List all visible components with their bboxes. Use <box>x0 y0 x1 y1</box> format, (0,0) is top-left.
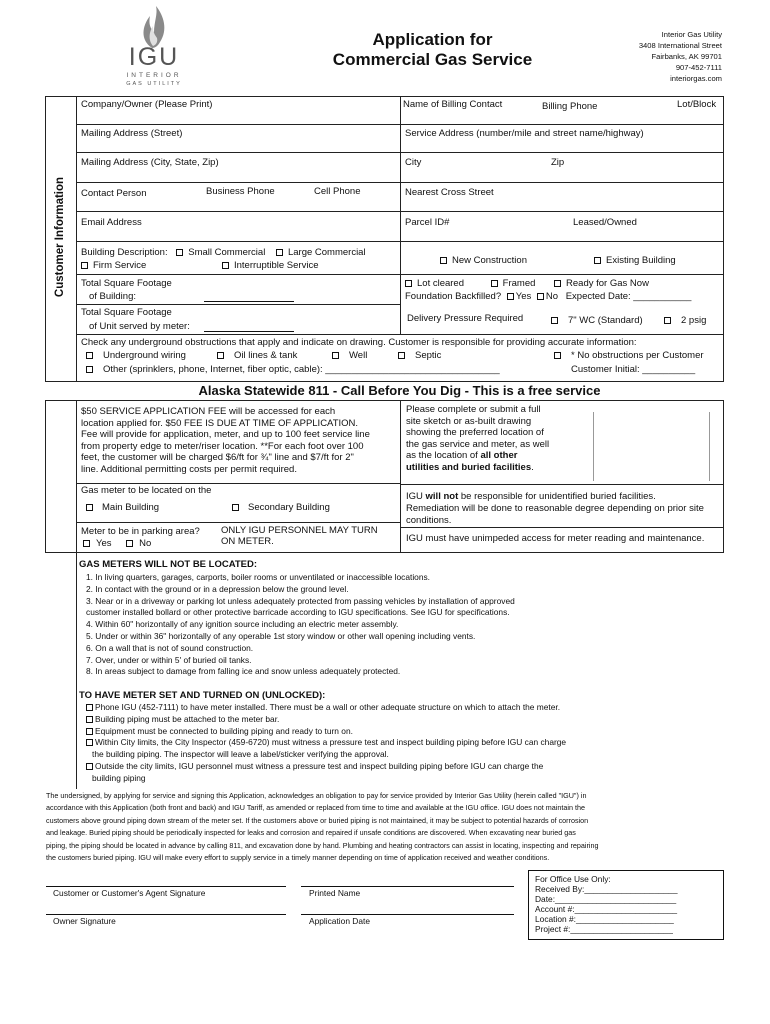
legal-line: accordance with this Application (both front and back) and IGU Tariff, as amended or replaced from time to time and available at the IGU office. IGU does not maintain the <box>46 803 585 813</box>
logo-subtext-2: GAS UTILITY <box>126 81 182 87</box>
title-line-1: Application for <box>372 30 493 49</box>
existing-building-label: Existing Building <box>606 255 676 266</box>
total-sq-unit-label-2: of Unit served by meter: <box>89 321 190 332</box>
framed-label: Framed <box>502 278 536 289</box>
customer-initial-field[interactable]: Customer Initial: __________ <box>571 364 696 375</box>
site-status-row <box>405 278 649 289</box>
legal-line: piping, the piping should be located in advance by calling 811, and excavation done by hand. Plumbing and heating contractors can assist in locating, inspecting and repairing <box>46 840 599 850</box>
foundation-no-checkbox[interactable] <box>537 293 544 300</box>
company-owner-field[interactable]: Company/Owner (Please Print) <box>81 99 213 110</box>
sketch-bold-1: all other <box>480 450 518 461</box>
customer-signature-line[interactable] <box>46 886 286 887</box>
wc-standard-label: 7" WC (Standard) <box>568 315 643 326</box>
secondary-building-checkbox[interactable] <box>232 504 239 511</box>
step-checkbox[interactable] <box>86 704 93 711</box>
parking-answers <box>83 538 151 549</box>
lot-cleared-label: Lot cleared <box>417 278 465 289</box>
zip-field[interactable]: Zip <box>551 157 565 168</box>
title-line-2: Commercial Gas Service <box>332 50 533 69</box>
billing-contact-field[interactable]: Name of Billing Contact <box>403 99 503 110</box>
firm-service-label: Firm Service <box>93 260 147 271</box>
turn-on-item: building piping <box>92 772 146 783</box>
expected-date-field[interactable]: Expected Date: ___________ <box>565 291 692 302</box>
cell-phone-field[interactable]: Cell Phone <box>314 186 361 197</box>
secondary-building-option <box>232 502 330 513</box>
turn-on-item: the building piping. The inspector will leave a label/sticker verifying the approval. <box>92 749 389 760</box>
office-received[interactable]: Received By:____________________ <box>535 884 678 894</box>
small-commercial-label: Small Commercial <box>188 247 266 258</box>
liability-note <box>406 491 656 502</box>
large-commercial-label: Large Commercial <box>287 247 366 258</box>
email-field[interactable]: Email Address <box>81 217 142 228</box>
main-building-label: Main Building <box>102 502 160 513</box>
parking-no-label: No <box>139 538 152 549</box>
turn-on-item: Within City limits, the City Inspector (459-6720) must witness a pressure test and inspect building piping before IGU can charge <box>95 737 567 748</box>
step-checkbox[interactable] <box>86 728 93 735</box>
wc-standard-checkbox[interactable] <box>551 317 558 324</box>
sketch-line: showing the preferred location of <box>406 427 544 438</box>
interruptible-row <box>222 260 318 271</box>
not-located-item: customer installed bollard or other protective barricade according to IGU specifications. See IGU for specifications. <box>86 607 510 618</box>
access-note: IGU must have unimpeded access for meter reading and maintenance. <box>406 533 705 544</box>
office-use-box <box>528 870 724 940</box>
liability-text-a: IGU <box>406 491 426 502</box>
igu-logo <box>118 4 190 90</box>
sketch-drawing-area[interactable] <box>593 412 710 481</box>
other-obstruction-checkbox[interactable] <box>86 366 93 373</box>
fee-line: line. Additional permitting costs per permit required. <box>81 463 297 475</box>
interruptible-service-label: Interruptible Service <box>234 260 319 271</box>
not-located-list <box>86 572 515 678</box>
printed-name-line[interactable] <box>301 886 514 887</box>
wc-option <box>551 315 643 326</box>
city-field[interactable]: City <box>405 157 422 168</box>
liability-bold: will not <box>425 491 459 502</box>
obstruction-septic <box>398 350 441 361</box>
call-811-banner: Alaska Statewide 811 - Call Before You Dig - This is a free service <box>198 383 601 398</box>
total-sq-building-input[interactable] <box>204 301 294 302</box>
turn-on-list <box>86 702 566 785</box>
delivery-pressure-label: Delivery Pressure Required <box>407 313 524 324</box>
lot-cleared-checkbox[interactable] <box>405 280 412 287</box>
underground-wiring-label: Underground wiring <box>103 350 186 361</box>
parking-yes-checkbox[interactable] <box>83 540 90 547</box>
office-date[interactable]: Date:__________________________ <box>535 894 677 904</box>
psig-option <box>664 315 706 326</box>
office-account[interactable]: Account #:______________________ <box>535 904 678 914</box>
sketch-bold-2: utilities and buried facilities <box>406 461 532 473</box>
service-address-field[interactable]: Service Address (number/mile and street name/highway) <box>405 128 644 139</box>
remediation-line-1: Remediation will be done to reasonable degree depending on prior site <box>406 503 704 514</box>
obstruction-none <box>554 350 704 361</box>
service-type-row <box>81 260 146 271</box>
legal-line: The undersigned, by applying for service and signing this Application, acknowledges an obligation to pay for service provided by Interior Gas Utility (herein called "IGU") in <box>46 791 587 800</box>
sketch-bold-2-tail: . <box>531 461 534 473</box>
legal-line: the customers buried piping. IGU will make every effort to supply service in a timely manner depending on time of application received and weather conditions. <box>46 853 550 863</box>
turn-on-item: Phone IGU (452-7111) to have meter installed. There must be a wall or other adequate structure on which to attach the meter. <box>95 702 561 712</box>
mailing-city-field[interactable]: Mailing Address (City, State, Zip) <box>81 157 219 168</box>
existing-building-row <box>594 255 676 266</box>
no-obstructions-label: * No obstructions per Customer <box>571 350 704 361</box>
not-located-item: 3. Near or in a driveway or parking lot unless adequately protected from passing vehicles by installation of approved <box>86 595 515 606</box>
foundation-no-label: No <box>545 291 559 302</box>
total-sq-unit-label-1: Total Square Footage <box>81 307 172 318</box>
septic-label: Septic <box>415 350 442 361</box>
fee-text <box>81 406 370 475</box>
sketch-instructions <box>406 404 549 473</box>
obstructions-intro: Check any underground obstructions that apply and indicate on drawing. Customer is responsible for providing accurate information: <box>81 337 637 348</box>
leased-owned-field[interactable]: Leased/Owned <box>573 217 637 228</box>
turn-on-item: Equipment must be connected to building piping and ready to turn on. <box>95 725 353 736</box>
sketch-line: the gas service and meter, as well <box>406 438 550 450</box>
billing-phone-field[interactable]: Billing Phone <box>542 101 598 112</box>
total-sq-building-label-2: of Building: <box>89 291 137 302</box>
new-construction-row <box>440 255 527 266</box>
parcel-id-field[interactable]: Parcel ID# <box>405 217 450 228</box>
parking-question: Meter to be in parking area? <box>81 526 200 537</box>
building-description-label: Building Description: <box>81 247 168 258</box>
existing-building-checkbox[interactable] <box>594 257 601 264</box>
no-obstructions-checkbox[interactable] <box>554 352 561 359</box>
fee-line: feet, the customer will be charged $6/ft for ¾" line and $7/ft for 2" <box>81 452 354 463</box>
sketch-line: Please complete or submit a full <box>406 404 541 415</box>
personnel-note-line-2: ON METER. <box>221 536 274 547</box>
not-located-heading: GAS METERS WILL NOT BE LOCATED: <box>79 559 258 570</box>
total-sq-unit-input[interactable] <box>204 331 294 332</box>
two-psig-label: 2 psig <box>681 315 707 326</box>
contact-person-field[interactable]: Contact Person <box>81 188 147 199</box>
owner-signature-label: Owner Signature <box>53 916 116 926</box>
well-checkbox[interactable] <box>332 352 339 359</box>
org-web: interiorgas.com <box>670 74 722 83</box>
large-commercial-checkbox[interactable] <box>276 249 283 256</box>
personnel-note-line-1: ONLY IGU PERSONNEL MAY TURN <box>221 525 378 536</box>
owner-signature-line[interactable] <box>46 914 286 915</box>
legal-line: and leakage. Buried piping should be periodically inspected for leaks and corrosion and repaired if unsafe conditions are discovered. When excavating near buried gas <box>46 828 576 838</box>
new-construction-label: New Construction <box>452 255 527 266</box>
two-psig-checkbox[interactable] <box>664 317 671 324</box>
org-phone: 907-452-7111 <box>675 63 722 72</box>
application-date-line[interactable] <box>301 914 514 915</box>
personnel-note <box>221 525 378 547</box>
not-located-item: 2. In contact with the ground or in a depression below the ground level. <box>86 583 349 594</box>
underground-wiring-checkbox[interactable] <box>86 352 93 359</box>
liability-text-b: be responsible for unidentified buried facilities. <box>458 491 656 502</box>
application-date-label: Application Date <box>309 916 370 926</box>
turn-on-heading: TO HAVE METER SET AND TURNED ON (UNLOCKED): <box>79 690 326 701</box>
fee-line: $50 SERVICE APPLICATION FEE will be accessed for each <box>81 406 336 417</box>
legal-line: customers above ground piping down stream of the meter set. If the customers above or buried piping is not maintained, it may be subject to potential hazards of corrosion <box>46 815 589 825</box>
step-checkbox[interactable] <box>86 763 93 770</box>
fee-line: from property edge to meter/riser location. **For each foot over 100 <box>81 440 364 452</box>
main-building-option <box>86 502 159 513</box>
other-obstruction-field[interactable]: Other (sprinklers, phone, Internet, fiber optic, cable): _________________________________ <box>103 364 500 375</box>
not-located-item: 6. On a wall that is not of sound construction. <box>86 642 254 653</box>
foundation-backfilled-label: Foundation Backfilled? <box>405 291 502 302</box>
obstruction-well <box>332 350 367 361</box>
total-sq-building-label-1: Total Square Footage <box>81 278 172 289</box>
septic-checkbox[interactable] <box>398 352 405 359</box>
ready-for-gas-label: Ready for Gas Now <box>566 278 649 289</box>
mailing-street-field[interactable]: Mailing Address (Street) <box>81 128 183 139</box>
logo-subtext-1: INTERIOR <box>126 72 182 79</box>
obstruction-oil <box>217 350 297 361</box>
firm-service-checkbox[interactable] <box>81 262 88 269</box>
not-located-item: 7. Over, under or within 5' of buried oil tanks. <box>86 654 252 665</box>
remediation-line-2: conditions. <box>406 515 452 526</box>
small-commercial-checkbox[interactable] <box>176 249 183 256</box>
turn-on-item: Outside the city limits, IGU personnel must witness a pressure test and inspect building piping before IGU can charge the <box>95 760 544 771</box>
meter-location-label: Gas meter to be located on the <box>81 485 212 496</box>
new-construction-checkbox[interactable] <box>440 257 447 264</box>
not-located-item: 5. Under or within 36" horizontally of any operable 1st story window or other wall opening including vents. <box>86 630 476 641</box>
fee-line: Fee will provide for application, meter, and up to 100 feet service line <box>81 429 370 440</box>
office-project[interactable]: Project #:______________________ <box>535 924 673 934</box>
obstruction-wiring <box>86 350 186 361</box>
ready-for-gas-checkbox[interactable] <box>554 280 561 287</box>
not-located-item: 1. In living quarters, garages, carports, boiler rooms or unventilated or inaccessible locations. <box>86 572 431 582</box>
sketch-line: as the location of <box>406 450 481 461</box>
cross-street-field[interactable]: Nearest Cross Street <box>405 187 494 198</box>
not-located-item: 4. Within 60" horizontally of any ignition source including an electric meter assembly. <box>86 619 399 630</box>
form-title <box>300 30 565 70</box>
foundation-yes-checkbox[interactable] <box>507 293 514 300</box>
step-checkbox[interactable] <box>86 716 93 723</box>
office-location[interactable]: Location #:_____________________ <box>535 914 674 924</box>
office-heading: For Office Use Only: <box>535 874 611 884</box>
turn-on-item: Building piping must be attached to the meter bar. <box>95 713 280 724</box>
logo-text: IGU <box>128 43 180 71</box>
secondary-building-label: Secondary Building <box>248 502 330 513</box>
framed-checkbox[interactable] <box>491 280 498 287</box>
org-name: Interior Gas Utility <box>661 30 722 39</box>
sketch-line: site sketch or as-built drawing <box>406 415 532 427</box>
parking-yes-label: Yes <box>96 538 112 549</box>
section-label-customer-information: Customer Information <box>54 176 66 298</box>
main-building-checkbox[interactable] <box>86 504 93 511</box>
oil-lines-checkbox[interactable] <box>217 352 224 359</box>
org-address <box>639 29 722 84</box>
parking-no-checkbox[interactable] <box>126 540 133 547</box>
well-label: Well <box>349 350 368 361</box>
org-street: 3408 International Street <box>638 41 722 50</box>
obstruction-other <box>86 364 500 375</box>
step-checkbox[interactable] <box>86 739 93 746</box>
oil-lines-label: Oil lines & tank <box>234 350 298 361</box>
foundation-yes-label: Yes <box>515 291 532 302</box>
foundation-row <box>405 291 691 302</box>
org-city: Fairbanks, AK 99701 <box>651 52 722 61</box>
fee-line: location applied for. $50 FEE IS DUE AT TIME OF APPLICATION. <box>81 417 359 429</box>
printed-name-label: Printed Name <box>309 888 361 898</box>
lot-block-field[interactable]: Lot/Block <box>677 99 717 110</box>
building-description-row <box>81 247 366 258</box>
business-phone-field[interactable]: Business Phone <box>206 186 275 197</box>
customer-signature-label: Customer or Customer's Agent Signature <box>53 888 206 898</box>
legal-text <box>46 790 598 864</box>
not-located-item: 8. In areas subject to damage from falling ice and snow unless adequately protected. <box>86 666 401 677</box>
interruptible-service-checkbox[interactable] <box>222 262 229 269</box>
